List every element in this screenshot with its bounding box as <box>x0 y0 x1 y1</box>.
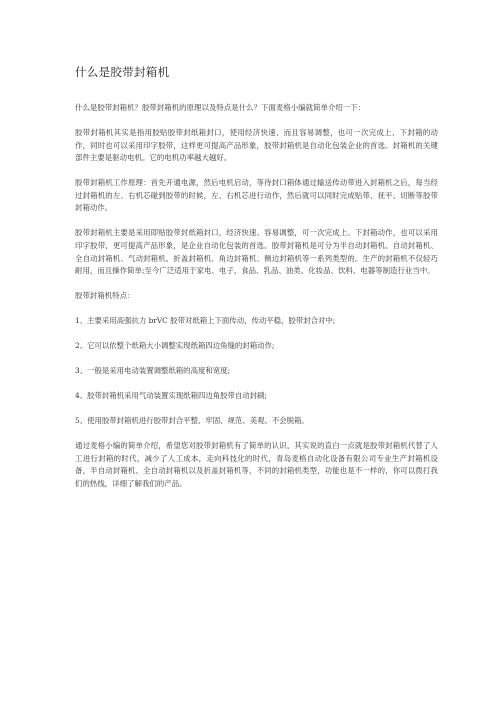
working-principle-paragraph: 胶带封箱机工作原理：首先开通电源，然后电机启动，等待封口箱体通过输送传动带进入封箱机之后，每当经过封箱机的左、右机芯碰到胶带的时候，左、右机芯进行动作，然后就可以同时完成贴带、抚平、切断等胶带封箱动作。 <box>75 178 438 213</box>
features-list <box>75 315 438 428</box>
feature-item: 1、主要采用高强抗力 brVC 胶带对纸箱上下面传动，传动平稳，胶带封合对中; <box>75 316 336 326</box>
definition-paragraph: 胶带封箱机其实是指用胶贴胶带封纸箱封口，使用经济快速、而且容易调整，也可一次完成上、下封箱的动作，同时也可以采用印字胶带，这样更可提高产品形象，胶带封箱机是自动化包装企业的首选。封箱机的关键部件主要是驱动电机。它的电机功率越大越好。 <box>75 127 438 163</box>
conclusion-paragraph: 通过麦格小编的简单介绍，希望您对胶带封箱机有了简单的认识，其实说的直白一点就是胶带封箱机代替了人工进行封箱的时代，减少了人工成本，走向科技化的时代，青岛麦格自动化设备有限公司专业生产封箱机设备，半自动封箱机、全自动封箱机以及折盖封箱机等，不同的封箱机类型，功能也是不一样的，你可以拨打我们的热线，详细了解我们的产品。 <box>75 441 438 488</box>
feature-item: 3、一般是采用电动装置调整纸箱的高度和宽度; <box>75 366 231 376</box>
feature-item: 2、它可以依整个纸箱大小调整实现纸箱四边角缝的封箱动作; <box>75 341 275 351</box>
intro-paragraph: 什么是胶带封箱机？胶带封箱机的原理以及特点是什么？下面麦格小编就简单介绍一下： <box>75 103 366 112</box>
feature-item: 4、胶带封箱机采用气动装置实现纸箱四边角胶带自动封刷; <box>75 391 267 401</box>
features-heading: 胶带封箱机特点： <box>75 291 135 301</box>
types-paragraph: 胶带封箱机主要是采用即贴胶带封纸箱封口，经济快速、容易调整，可一次完成上、下封箱动作，也可以采用印字胶带，更可提高产品形象，是企业自动化包装的首选。胶带封箱机是可分为半自动封箱机、自动封箱机、全自动封箱机、气动封箱机、折盖封箱机、角边封箱机、侧边封箱机等一系列类型的。生产的封箱机不仅轻巧耐用，而且操作简单;至今广泛适用于家电、电子、食品、乳品、油类、化妆品、饮料、电器等制造行业当中。 <box>75 228 438 276</box>
document-title: 什么是胶带封箱机 <box>75 65 170 79</box>
feature-item: 5、使用胶带封箱机进行胶带封合平整、牢固、规范、美观、不会脱箱。 <box>75 416 309 426</box>
